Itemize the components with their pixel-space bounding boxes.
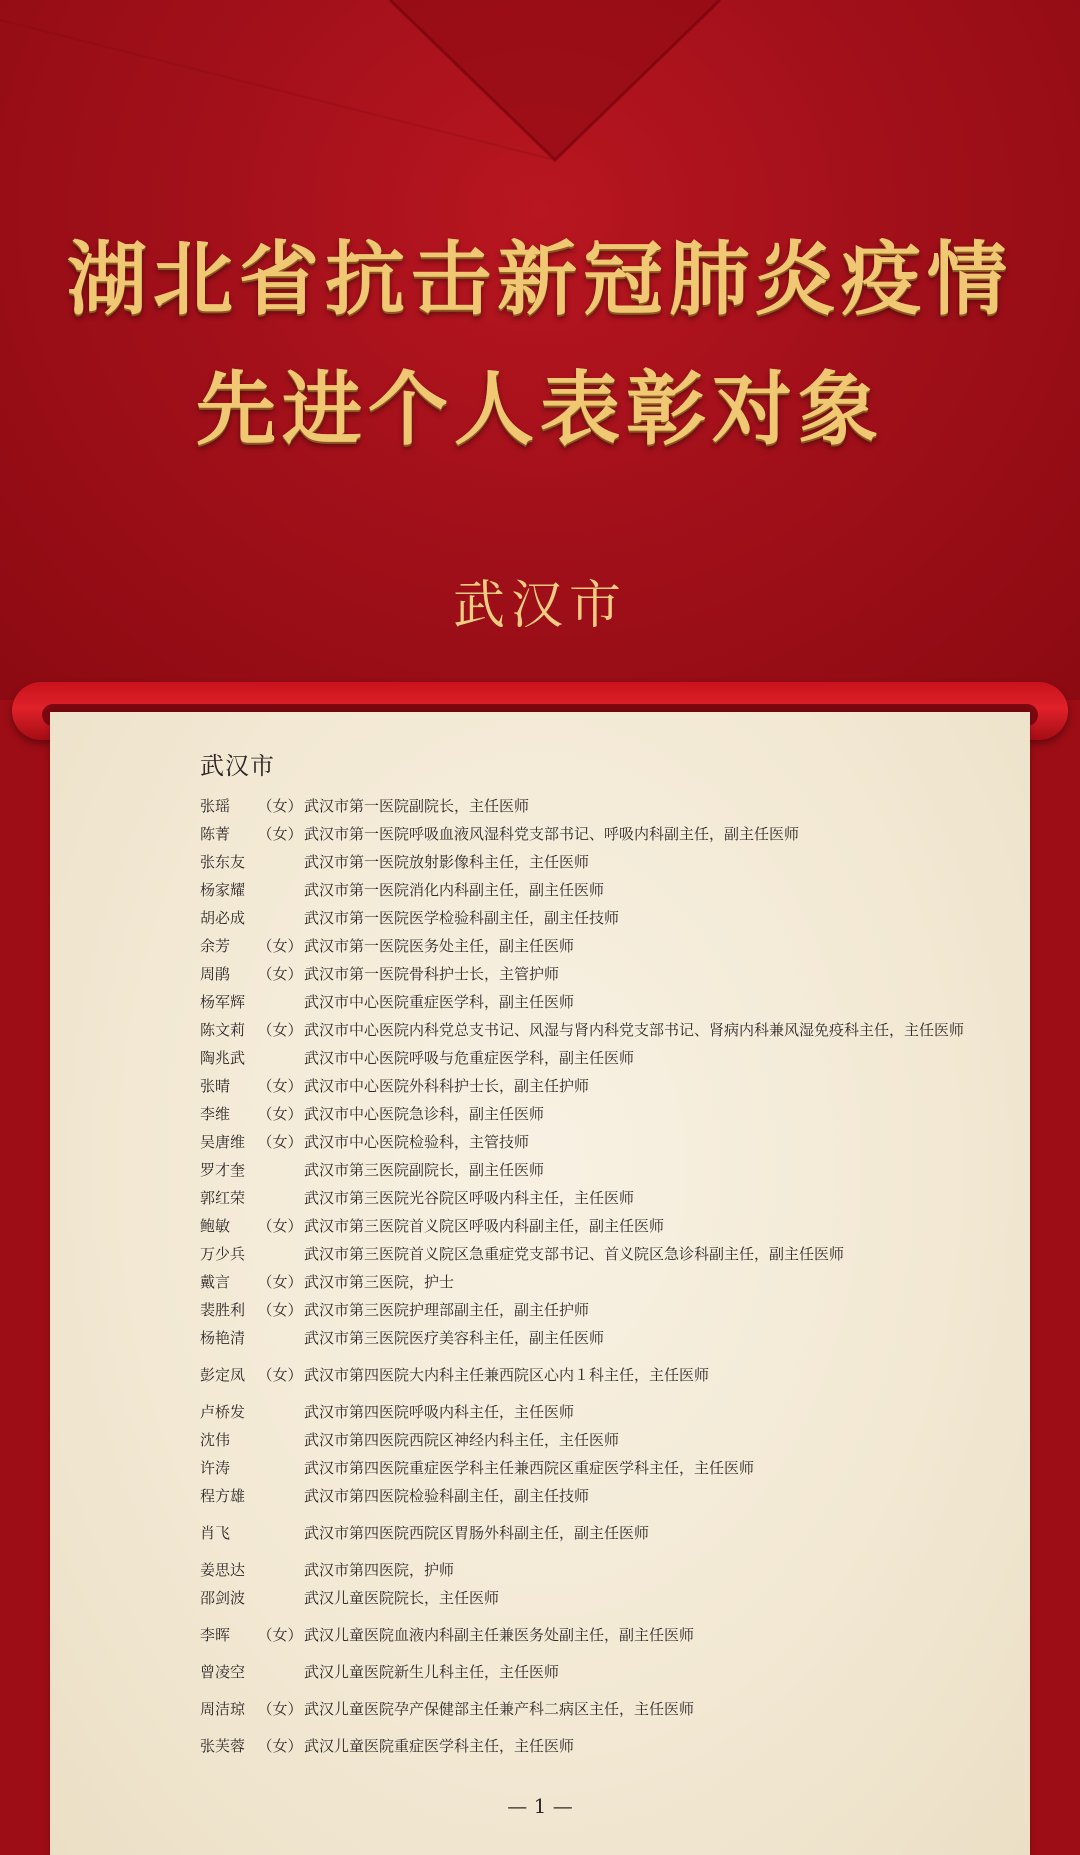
honoree-title: 武汉儿童医院院长，主任医师 xyxy=(304,1589,500,1607)
honoree-gender: （女） xyxy=(257,1700,303,1718)
honoree-title: 武汉市第三医院医疗美容科主任，副主任医师 xyxy=(304,1329,605,1347)
honoree-name: 张芙蓉 xyxy=(200,1737,246,1755)
honoree-name: 胡必成 xyxy=(200,909,246,927)
honoree-title: 武汉市第一医院呼吸血液风湿科党支部书记、呼吸内科副主任，副主任医师 xyxy=(304,825,800,843)
honoree-gender: （女） xyxy=(257,1626,303,1644)
honoree-title: 武汉市第一医院放射影像科主任，主任医师 xyxy=(304,853,590,871)
honoree-name: 陶兆武 xyxy=(200,1049,246,1067)
header-banner xyxy=(0,0,1080,700)
page-number: — 1 — xyxy=(507,1794,573,1818)
list-item xyxy=(200,1020,980,1040)
honoree-gender: （女） xyxy=(257,1366,303,1384)
honoree-name: 裴胜利 xyxy=(200,1301,246,1319)
list-item xyxy=(200,1523,980,1543)
honoree-name: 邵剑波 xyxy=(200,1589,246,1607)
list-item xyxy=(200,1328,980,1348)
honoree-title: 武汉儿童医院血液内科副主任兼医务处副主任，副主任医师 xyxy=(304,1626,695,1644)
list-item xyxy=(200,1699,980,1719)
honoree-title: 武汉市第四医院呼吸内科主任，主任医师 xyxy=(304,1403,575,1421)
honoree-title: 武汉市中心医院检验科，主管技师 xyxy=(304,1133,530,1151)
honoree-title: 武汉市第四医院西院区胃肠外科副主任，副主任医师 xyxy=(304,1524,650,1542)
honoree-name: 张瑶 xyxy=(200,797,231,815)
honoree-name: 许涛 xyxy=(200,1459,231,1477)
honoree-title: 武汉儿童医院孕产保健部主任兼产科二病区主任，主任医师 xyxy=(304,1700,695,1718)
list-item xyxy=(200,1300,980,1320)
list-item xyxy=(200,1458,980,1478)
honoree-name: 张东友 xyxy=(200,853,246,871)
honoree-title: 武汉市第四医院西院区神经内科主任，主任医师 xyxy=(304,1431,620,1449)
banner-title-line1: 湖北省抗击新冠肺炎疫情 xyxy=(0,232,1080,328)
honoree-name: 吴唐维 xyxy=(200,1133,246,1151)
list-item xyxy=(200,1048,980,1068)
honoree-gender: （女） xyxy=(257,797,303,815)
honoree-name: 陈文莉 xyxy=(200,1021,246,1039)
honoree-gender: （女） xyxy=(257,1133,303,1151)
honoree-name: 杨艳清 xyxy=(200,1329,246,1347)
honoree-name: 杨军辉 xyxy=(200,993,246,1011)
honoree-title: 武汉市第三医院首义院区急重症党支部书记、首义院区急诊科副主任，副主任医师 xyxy=(304,1245,845,1263)
document-paper xyxy=(50,712,1030,1855)
list-item xyxy=(200,1625,980,1645)
honoree-gender: （女） xyxy=(257,1737,303,1755)
honoree-title: 武汉市中心医院内科党总支书记、风湿与肾内科党支部书记、肾病内科兼风湿免疫科主任，主任医师 xyxy=(304,1021,965,1039)
honoree-name: 鲍敏 xyxy=(200,1217,231,1235)
honoree-gender: （女） xyxy=(257,1273,303,1291)
list-item xyxy=(200,1160,980,1180)
honoree-name: 姜思达 xyxy=(200,1561,246,1579)
honoree-name: 卢桥发 xyxy=(200,1403,246,1421)
list-item xyxy=(200,796,980,816)
list-item xyxy=(200,824,980,844)
list-item xyxy=(200,1736,980,1756)
list-item xyxy=(200,1430,980,1450)
honoree-title: 武汉市第三医院副院长，副主任医师 xyxy=(304,1161,545,1179)
honoree-name: 罗才奎 xyxy=(200,1161,246,1179)
list-item xyxy=(200,1402,980,1422)
honoree-title: 武汉市第一医院医务处主任，副主任医师 xyxy=(304,937,575,955)
honoree-name: 李晖 xyxy=(200,1626,231,1644)
list-item xyxy=(200,1486,980,1506)
list-item xyxy=(200,964,980,984)
envelope-flap xyxy=(0,0,1080,170)
honoree-name: 程方雄 xyxy=(200,1487,246,1505)
honoree-gender: （女） xyxy=(257,1301,303,1319)
honoree-name: 曾凌空 xyxy=(200,1663,246,1681)
banner-title-line2: 先进个人表彰对象 xyxy=(0,362,1080,458)
honoree-title: 武汉市第三医院光谷院区呼吸内科主任，主任医师 xyxy=(304,1189,635,1207)
honoree-title: 武汉市第三医院首义院区呼吸内科副主任，副主任医师 xyxy=(304,1217,665,1235)
honoree-gender: （女） xyxy=(257,1021,303,1039)
list-item xyxy=(200,1588,980,1608)
list-item xyxy=(200,908,980,928)
honoree-title: 武汉市中心医院外科科护士长，副主任护师 xyxy=(304,1077,590,1095)
honoree-name: 彭定凤 xyxy=(200,1366,246,1384)
honoree-name: 余芳 xyxy=(200,937,231,955)
list-item xyxy=(200,1560,980,1580)
honoree-list xyxy=(200,796,980,1756)
honoree-title: 武汉市第一医院副院长，主任医师 xyxy=(304,797,530,815)
list-item xyxy=(200,1244,980,1264)
honoree-gender: （女） xyxy=(257,825,303,843)
list-item xyxy=(200,1188,980,1208)
list-item xyxy=(200,992,980,1012)
honoree-title: 武汉市中心医院呼吸与危重症医学科，副主任医师 xyxy=(304,1049,635,1067)
list-item xyxy=(200,1216,980,1236)
honoree-title: 武汉市第四医院，护师 xyxy=(304,1561,455,1579)
list-item xyxy=(200,1662,980,1682)
honoree-title: 武汉市第三医院，护士 xyxy=(304,1273,455,1291)
honoree-gender: （女） xyxy=(257,937,303,955)
honoree-title: 武汉市第一医院骨科护士长，主管护师 xyxy=(304,965,560,983)
honoree-name: 肖飞 xyxy=(200,1524,231,1542)
list-item xyxy=(200,1076,980,1096)
honoree-title: 武汉市中心医院急诊科，副主任医师 xyxy=(304,1105,545,1123)
list-item xyxy=(200,936,980,956)
honoree-title: 武汉市第一医院医学检验科副主任，副主任技师 xyxy=(304,909,620,927)
list-item xyxy=(200,1365,980,1385)
list-item xyxy=(200,1132,980,1152)
honoree-name: 郭红荣 xyxy=(200,1189,246,1207)
honoree-name: 周鹃 xyxy=(200,965,231,983)
honoree-title: 武汉市第一医院消化内科副主任，副主任医师 xyxy=(304,881,605,899)
honoree-name: 张晴 xyxy=(200,1077,231,1095)
list-item xyxy=(200,852,980,872)
honoree-title: 武汉儿童医院重症医学科主任，主任医师 xyxy=(304,1737,575,1755)
honoree-title: 武汉市第四医院重症医学科主任兼西院区重症医学科主任，主任医师 xyxy=(304,1459,755,1477)
honoree-title: 武汉市中心医院重症医学科，副主任医师 xyxy=(304,993,575,1011)
honoree-gender: （女） xyxy=(257,1217,303,1235)
honoree-gender: （女） xyxy=(257,1105,303,1123)
honoree-title: 武汉市第四医院大内科主任兼西院区心内１科主任，主任医师 xyxy=(304,1366,710,1384)
list-item xyxy=(200,1272,980,1292)
honoree-gender: （女） xyxy=(257,1077,303,1095)
honoree-name: 杨家耀 xyxy=(200,881,246,899)
list-item xyxy=(200,1104,980,1124)
honoree-name: 沈伟 xyxy=(200,1431,231,1449)
honoree-title: 武汉市第三医院护理部副主任，副主任护师 xyxy=(304,1301,590,1319)
banner-city: 武汉市 xyxy=(452,576,627,636)
honoree-name: 戴言 xyxy=(200,1273,231,1291)
honoree-name: 陈菁 xyxy=(200,825,231,843)
honoree-title: 武汉儿童医院新生儿科主任，主任医师 xyxy=(304,1663,560,1681)
honoree-name: 李维 xyxy=(200,1105,231,1123)
honoree-name: 周洁琼 xyxy=(200,1700,246,1718)
section-heading: 武汉市 xyxy=(200,752,275,780)
honoree-name: 万少兵 xyxy=(200,1245,246,1263)
list-item xyxy=(200,880,980,900)
honoree-gender: （女） xyxy=(257,965,303,983)
honoree-title: 武汉市第四医院检验科副主任，副主任技师 xyxy=(304,1487,590,1505)
